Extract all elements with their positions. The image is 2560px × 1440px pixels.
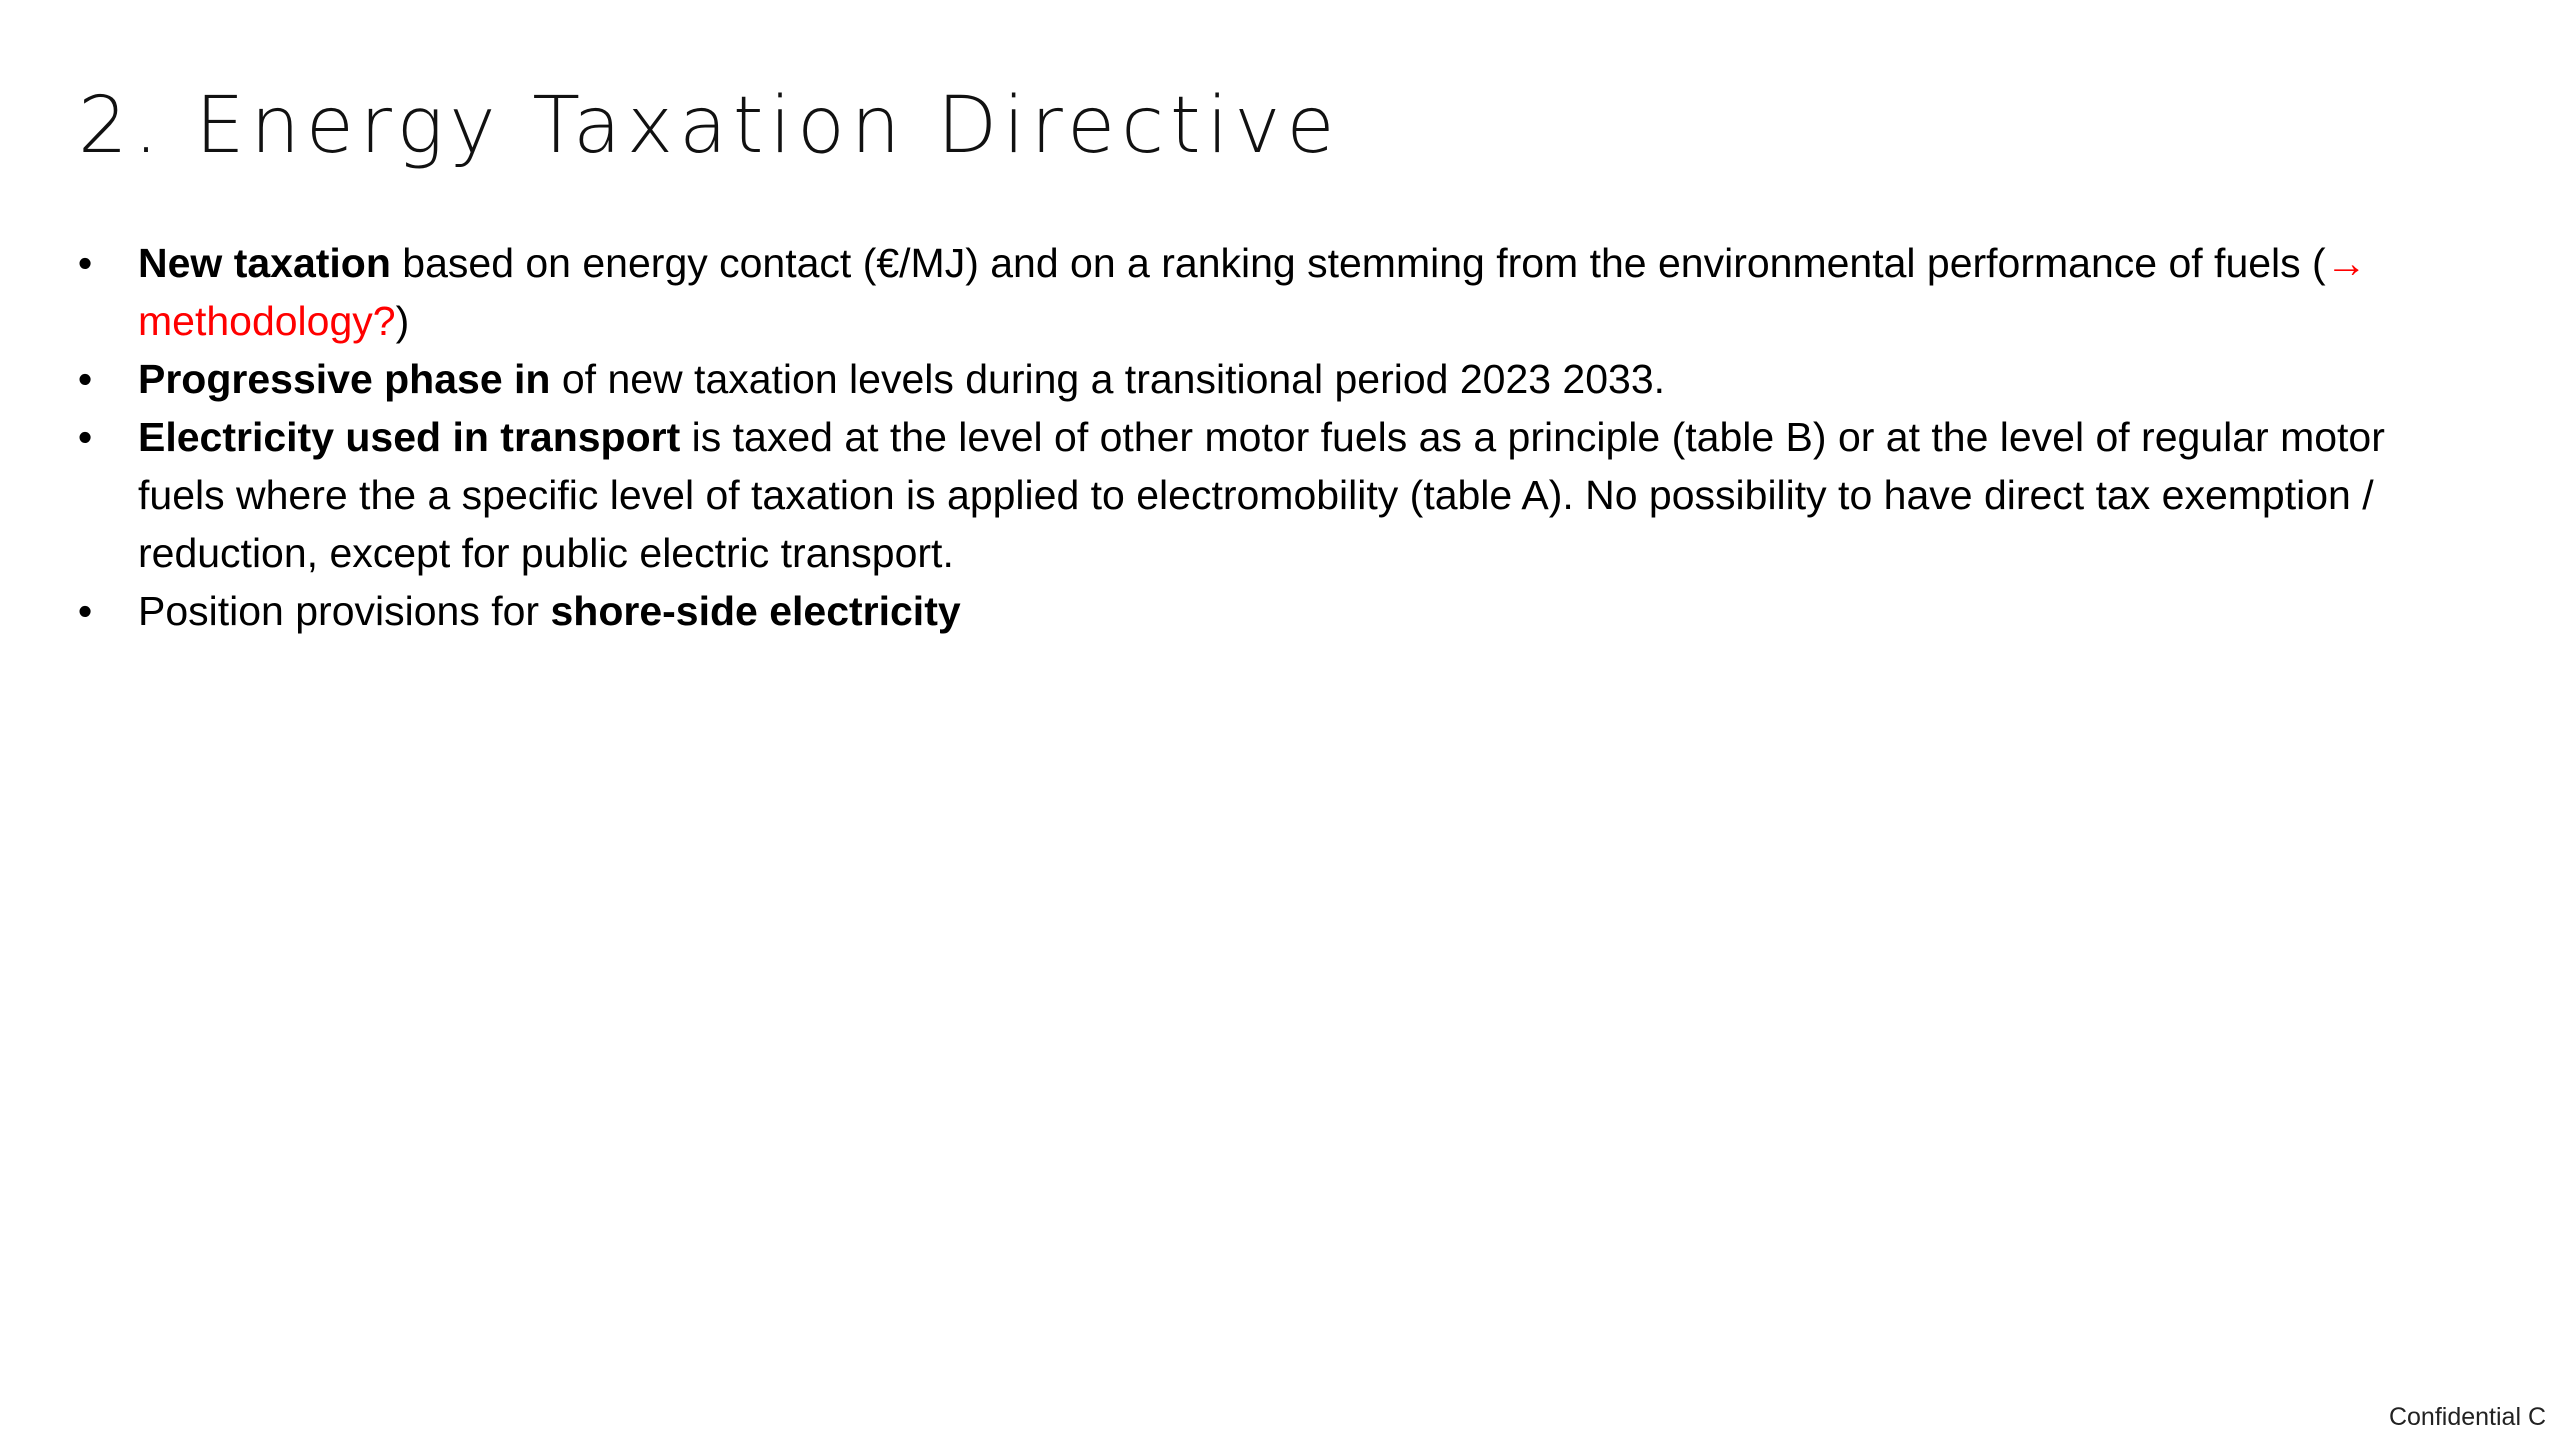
- bullet-bold-text: Electricity used in transport: [138, 414, 681, 460]
- bullet-text: of new taxation levels during a transitional period 2023 2033.: [550, 356, 1666, 402]
- confidentiality-label: Confidential C: [2388, 1403, 2546, 1431]
- bullet-bold-text: New taxation: [138, 240, 391, 286]
- bullet-marker: •: [77, 240, 93, 286]
- bullet-marker: •: [77, 356, 93, 402]
- bullet-text: is taxed at the level of other motor fuels as a principle (table B) or at the level of regular motor fuels where the a specific level of taxation is applied to electromobility (table A). No possibility to have direct tax exemption / reduction, except for public electric transport.: [138, 414, 2385, 576]
- bullet-list: [70, 234, 2470, 640]
- bullet-shore-side-electricity: [70, 582, 2470, 640]
- bullet-marker: •: [77, 588, 93, 634]
- bullet-marker: •: [77, 414, 93, 460]
- bullet-new-taxation: [70, 234, 2470, 350]
- bullet-text: Position provisions for: [138, 588, 551, 634]
- bullet-electricity-transport: [70, 408, 2470, 582]
- bullet-bold-text: shore-side electricity: [550, 588, 961, 634]
- slide-title: 2. Energy Taxation Directive: [78, 81, 1341, 171]
- bullet-progressive-phase-in: [70, 350, 2470, 408]
- bullet-text: based on energy contact (€/MJ) and on a ranking stemming from the environmental performance of fuels (: [390, 240, 2326, 286]
- methodology-highlight: → methodology?: [138, 240, 2367, 344]
- bullet-bold-text: Progressive phase in: [138, 356, 551, 402]
- bullet-closing-text: ): [395, 298, 410, 344]
